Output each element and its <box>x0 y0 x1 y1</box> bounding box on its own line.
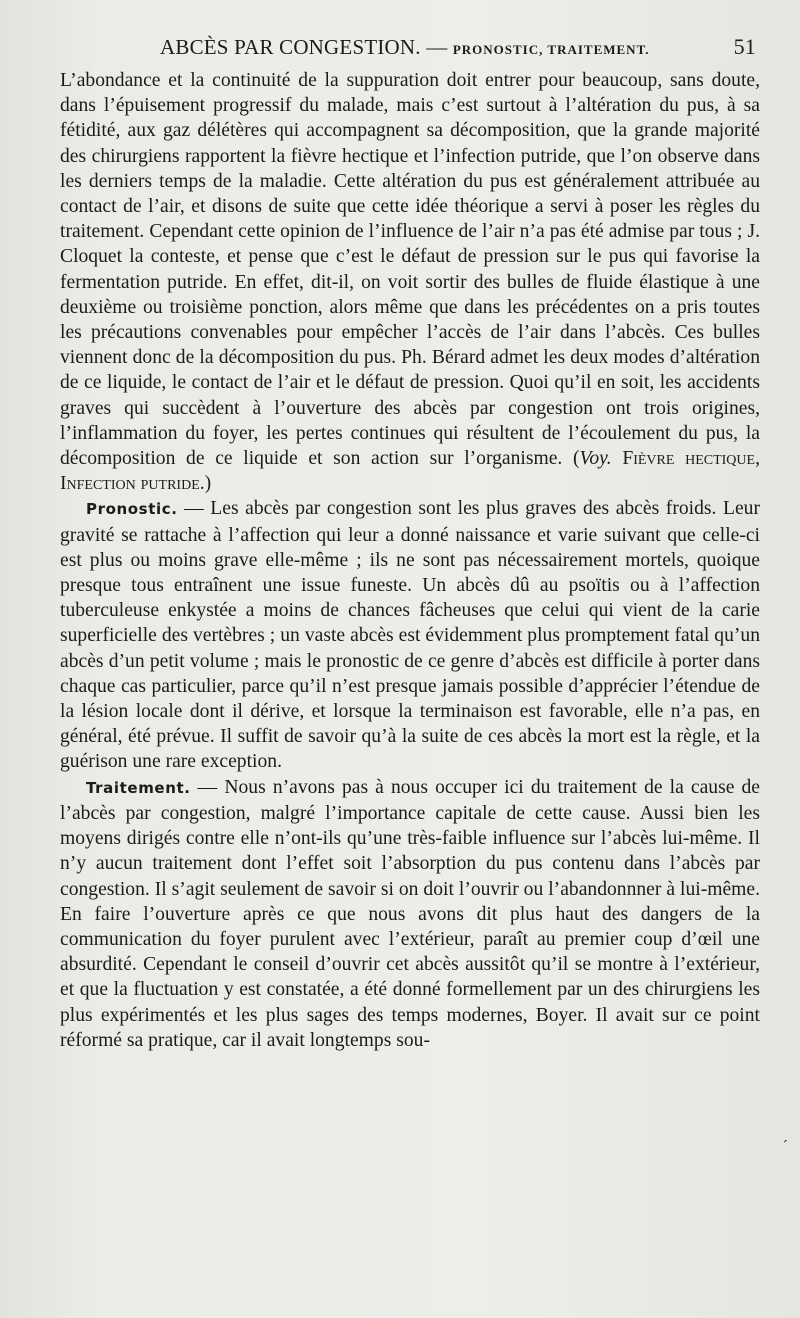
running-head-title: ABCÈS PAR CONGESTION. <box>160 35 421 59</box>
heading-traitement: Traitement. <box>86 778 191 797</box>
running-head-text <box>160 35 650 60</box>
running-head <box>160 34 760 68</box>
body-text <box>60 68 760 1053</box>
page-number: 51 <box>733 34 756 59</box>
running-head-dash: — <box>426 35 448 59</box>
crossref-voy: Voy. <box>579 448 612 470</box>
running-head-subtitle: PRONOSTIC, TRAITEMENT. <box>452 42 650 57</box>
margin-mark: ´ <box>782 1138 788 1155</box>
crossref-fievre-hectique: Fièvre hectique <box>622 448 756 470</box>
crossref-close: .) <box>199 473 212 495</box>
paragraph-suppuration-text: L’abondance et la continuité de la suppuration doit entrer pour beaucoup, sans doute, dans l’épuisement progressif du malade, mais c’est surtout à l’altération du pus, à sa fétidité, aux gaz délétères qui accompagnent sa décomposition, que la grande majorité des chirurgiens rapportent la fièvre hectique et l’infection putride, que l’on observe dans les derniers temps de la maladie. Cette altération du pus est généralement attribuée au contact de l’air, et disons de suite que cette idée théorique a servi à poser les règles du traitement. Cependant cette opinion de l’influence de l’air n’a pas été admise par tous ; J. Cloquet la conteste, et pense que c’est le défaut de pression sur le pus qui favorise la fermentation putride. En effet, dit-il, on voit sortir des bulles de fluide élastique à une deuxième ou troisième ponction, alors même que dans les précédentes on a pris toutes les précautions convenables pour empêcher l’accès de l’air dans l’abcès. Ces bulles viennent donc de la décomposition du pus. Ph. Bérard admet les deux modes d’altération de ce liquide, le contact de l’air et le défaut de pression. Quoi qu’il en soit, les accidents graves qui succèdent à l’ouverture des abcès par congestion ont trois origines, l’inflammation du foyer, les pertes continues qui résultent de l’écoulement du pus, la décomposition de ce liquide et son action sur l’organisme. <box>60 70 760 470</box>
paragraph-traitement-text: — Nous n’avons pas à nous occuper ici du traitement de la cause de l’abcès par congestion, malgré l’importance capitale de cette cause. Aussi bien les moyens dirigés contre elle n’ont-ils qu’une très-faible influence sur l’abcès lui-même. Il n’y aucun traitement dont l’effet soit l’absorption du pus contenu dans l’abcès par congestion. Il s’agit seulement de savoir si on doit l’ouvrir ou l’abandonnner à lui-même. En faire l’ouverture après ce que nous avons dit plus haut des dangers de la communication du foyer purulent avec l’extérieur, paraît au premier coup d’œil une absurdité. Cependant le conseil d’ouvrir cet abcès aussitôt qu’il se montre à l’extérieur, et que la fluctuation y est constatée, a été donné formellement par un des chirurgiens les plus expérimentés et les plus sages des temps modernes, Boyer. Il avait sur ce point réformé sa pratique, car il avait longtemps sou- <box>60 776 760 1051</box>
crossref-open: ( <box>573 448 580 470</box>
paragraph-suppuration <box>60 68 760 496</box>
paragraph-pronostic-text: — Les abcès par congestion sont les plus graves des abcès froids. Leur gravité se rattache à l’affection qui leur a donné naissance et varie suivant que celle-ci est plus ou moins grave elle-même ; ils ne sont pas nécessairement mortels, quoique presque tous entraînent une issue funeste. Un abcès dû au psoïtis ou à l’affection tuberculeuse enkystée a moins de chances fâcheuses que celui qui vient de la carie superficielle des vertèbres ; un vaste abcès est évidemment plus promptement fatal qu’un abcès d’un petit volume ; mais le pronostic de ce genre d’abcès est difficile à porter dans chaque cas particulier, parce qu’il n’est presque jamais possible d’apprécier l’étendue de la lésion locale dont il dérive, et lorsque la terminaison est favorable, elle n’a pas, en général, été prévue. Il suffit de savoir qu’à la suite de ces abcès la mort est la règle, et la guérison une rare exception. <box>60 498 760 773</box>
paragraph-pronostic <box>60 496 760 774</box>
crossref-infection-putride: Infection putride <box>60 473 200 495</box>
crossref-sep: , <box>755 448 760 470</box>
paragraph-traitement <box>60 775 760 1053</box>
heading-pronostic: Pronostic. <box>86 500 178 519</box>
